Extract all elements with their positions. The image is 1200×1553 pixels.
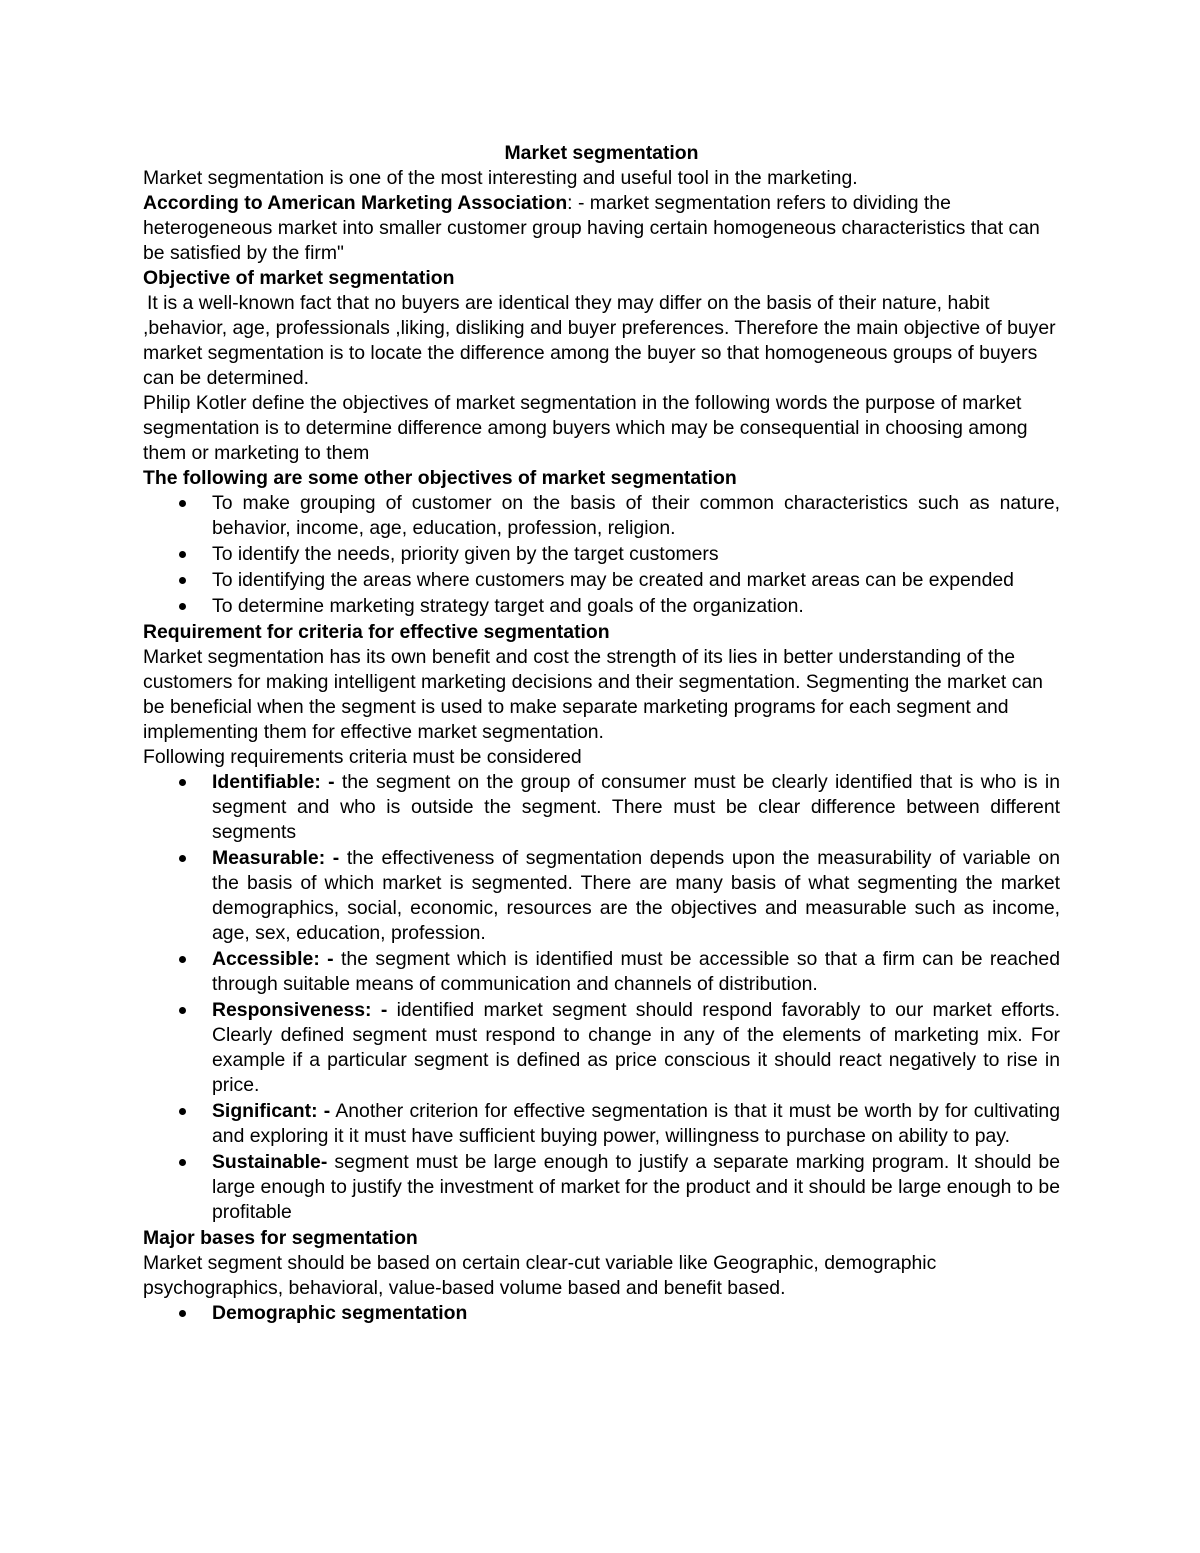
objective-paragraph-2: Philip Kotler define the objectives of market segmentation in the following words the purpose of market segmentation is to determine difference among buyers which may be consequential in choosing among them or marketing to them bbox=[143, 392, 1028, 464]
list-item bbox=[212, 1150, 1060, 1225]
list-item bbox=[212, 846, 1060, 946]
list-item bbox=[212, 770, 1060, 845]
list-item: To make grouping of customer on the basis of their common characteristics such as nature, behavior, income, age, education, profession, religion. bbox=[212, 492, 1060, 539]
list-item bbox=[212, 998, 1060, 1098]
bases-list bbox=[143, 1301, 1060, 1326]
list-item bbox=[212, 1301, 1060, 1326]
list-item bbox=[212, 947, 1060, 997]
item-text: Another criterion for effective segmentation is that it must be worth by for cultivating and exploring it it must have sufficient buying power, willingness to purchase on ability to pay. bbox=[212, 1100, 1060, 1147]
intro-paragraph: Market segmentation is one of the most interesting and useful tool in the marketing. bbox=[143, 167, 858, 189]
objective-paragraph-1: It is a well-known fact that no buyers are identical they may differ on the basis of their nature, habit ,behavior, age, professionals ,liking, disliking and buyer preferences. Therefore the main objective of buyer market segmentation is to locate the difference among the buyer so that homogeneous groups of buyers can be determined. bbox=[143, 292, 1056, 389]
list-item bbox=[212, 1099, 1060, 1149]
ama-definition bbox=[143, 191, 1060, 266]
item-term: Demographic segmentation bbox=[212, 1302, 468, 1324]
requirements-heading: Requirement for criteria for effective segmentation bbox=[143, 621, 610, 643]
item-term: Accessible: - bbox=[212, 948, 334, 970]
other-objectives-heading: The following are some other objectives of market segmentation bbox=[143, 467, 737, 489]
document-title: Market segmentation bbox=[504, 142, 699, 164]
item-term: Measurable: - bbox=[212, 847, 340, 869]
item-text: the segment which is identified must be accessible so that a firm can be reached through suitable means of communication and channels of distribution. bbox=[212, 948, 1060, 995]
item-text: segment must be large enough to justify a separate marking program. It should be large enough to justify the investment of market for the product and it should be large enough to be profitable bbox=[212, 1151, 1060, 1223]
bases-heading: Major bases for segmentation bbox=[143, 1227, 418, 1249]
requirements-list bbox=[143, 770, 1060, 1225]
objective-heading: Objective of market segmentation bbox=[143, 267, 455, 289]
item-term: Responsiveness: - bbox=[212, 999, 388, 1021]
requirements-paragraph: Market segmentation has its own benefit and cost the strength of its lies in better understanding of the customers for making intelligent marketing decisions and their segmentation. Segmenting the market can be beneficial when the segment is used to make separate marketing programs for each segment and implementing them for effective market segmentation. bbox=[143, 646, 1043, 743]
item-term: Identifiable: - bbox=[212, 771, 335, 793]
ama-text: : - market segmentation refers to dividing the heterogeneous market into smaller customer group having certain homogeneous characteristics that can be satisfied by the firm" bbox=[143, 192, 1040, 264]
list-item: To determine marketing strategy target and goals of the organization. bbox=[212, 594, 1060, 619]
item-term: Significant: - bbox=[212, 1100, 331, 1122]
item-text: identified market segment should respond favorably to our market efforts. Clearly defined segment must respond to change in any of the elements of marketing mix. For example if a particular segment is defined as price conscious it should react negatively to rise in price. bbox=[212, 999, 1060, 1096]
ama-label: According to American Marketing Association bbox=[143, 192, 568, 214]
other-objectives-list bbox=[143, 491, 1060, 619]
item-term: Sustainable- bbox=[212, 1151, 328, 1173]
item-text: the effectiveness of segmentation depends upon the measurability of variable on the basis of which market is segmented. There are many basis of what segmenting the market demographics, social, economic, resources are the objectives and measurable such as income, age, sex, education, profession. bbox=[212, 847, 1060, 944]
item-text: the segment on the group of consumer must be clearly identified that is who is in segment and who is outside the segment. There must be clear difference between different segments bbox=[212, 771, 1060, 843]
list-item: To identify the needs, priority given by the target customers bbox=[212, 542, 1060, 567]
requirements-lead: Following requirements criteria must be considered bbox=[143, 746, 582, 768]
list-item: To identifying the areas where customers may be created and market areas can be expended bbox=[212, 568, 1060, 593]
bases-paragraph: Market segment should be based on certain clear-cut variable like Geographic, demographic psychographics, behavioral, value-based volume based and benefit based. bbox=[143, 1252, 937, 1299]
